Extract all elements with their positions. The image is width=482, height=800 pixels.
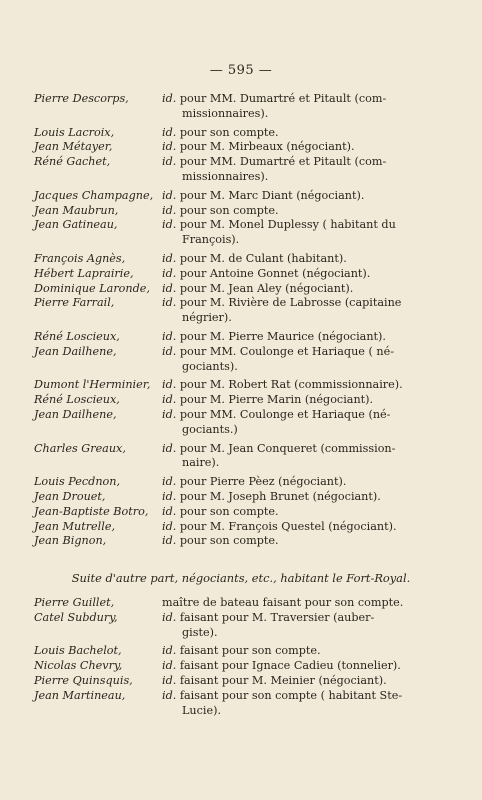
entry-description — [162, 596, 454, 611]
idem-marker: id. — [162, 393, 177, 407]
entry-description — [162, 689, 454, 719]
description-text: pour M. de Culant (habitant). — [176, 251, 347, 265]
person-name: Hébert Laprairie, — [34, 266, 134, 280]
entry-description — [162, 189, 454, 204]
description-text: faisant pour son compte ( habitant Ste- — [176, 688, 403, 702]
entry-description — [162, 267, 454, 282]
description-continuation: giste). — [182, 625, 218, 639]
idem-marker: id. — [162, 92, 177, 105]
entry-description — [162, 92, 454, 122]
description-text: pour M. Robert Rat (commissionnaire). — [176, 378, 403, 392]
person-name: Louis Bachelot, — [34, 644, 122, 658]
idem-marker: id. — [162, 659, 177, 673]
idem-marker: id. — [162, 344, 177, 358]
list-item — [34, 611, 454, 641]
entry-description — [162, 140, 454, 155]
section-heading: Suite d'autre part, négociants, etc., habitant le Fort-Royal. — [71, 571, 411, 585]
list-item — [34, 534, 454, 549]
idem-marker: id. — [162, 266, 177, 280]
list-item — [34, 475, 454, 490]
page-number: — 595 — — [209, 63, 273, 78]
entry-description — [162, 611, 454, 641]
entry-description — [162, 534, 454, 549]
list-item — [34, 126, 454, 141]
description-text: pour M. Joseph Brunet (négociant). — [176, 489, 381, 503]
entry-description — [162, 505, 454, 520]
idem-marker: id. — [162, 688, 177, 702]
idem-marker: id. — [162, 534, 177, 548]
description-text: pour MM. Coulonge et Hariaque ( né- — [176, 344, 395, 358]
description-text: pour son compte. — [176, 125, 279, 139]
entry-description — [162, 296, 454, 326]
person-name: Pierre Guillet, — [34, 596, 115, 609]
list-item — [34, 490, 454, 505]
idem-marker: id. — [162, 296, 177, 310]
description-continuation: François). — [182, 233, 240, 247]
idem-marker: id. — [162, 251, 177, 265]
entry-description — [162, 520, 454, 535]
description-text: pour M. Marc Diant (négociant). — [176, 188, 365, 202]
idem-marker: id. — [162, 644, 177, 658]
person-name: Réné Loscieux, — [34, 329, 120, 343]
description-text: pour son compte. — [176, 504, 279, 518]
list-item — [34, 330, 454, 345]
person-name: Jean Bignon, — [34, 534, 107, 548]
person-name: Louis Pecdnon, — [34, 475, 121, 489]
entry-description — [162, 330, 454, 345]
idem-marker: id. — [162, 329, 177, 343]
description-text: pour M. Pierre Maurice (négociant). — [176, 329, 386, 343]
person-name: Pierre Descorps, — [34, 92, 129, 105]
entry-description — [162, 345, 454, 375]
list-item — [34, 674, 454, 689]
idem-marker: id. — [162, 489, 177, 503]
person-name: Dumont l'Herminier, — [34, 378, 151, 392]
idem-marker: id. — [162, 519, 177, 533]
entry-description — [162, 155, 454, 185]
entry-description — [162, 126, 454, 141]
person-name: Jean Dailhene, — [34, 407, 117, 421]
description-text: maître de bateau faisant pour son compte. — [162, 596, 404, 609]
description-continuation: Lucie). — [182, 703, 222, 717]
entry-list-first — [34, 92, 454, 549]
person-name: Jean Gatineau, — [34, 218, 118, 232]
person-name: Jean Martineau, — [34, 688, 126, 702]
list-item — [34, 155, 454, 185]
entry-list-second — [34, 596, 454, 718]
description-continuation: gociants). — [182, 359, 238, 373]
person-name: Nicolas Chevry, — [34, 659, 123, 673]
idem-marker: id. — [162, 610, 177, 624]
description-text: pour son compte. — [176, 203, 279, 217]
list-item — [34, 442, 454, 472]
description-text: pour M. Monel Duplessy ( habitant du — [176, 218, 396, 232]
description-text: pour MM. Dumartré et Pitault (com- — [176, 92, 387, 105]
list-item — [34, 408, 454, 438]
person-name: Catel Subdury, — [34, 610, 118, 624]
description-text: pour MM. Coulonge et Hariaque (né- — [176, 407, 391, 421]
idem-marker: id. — [162, 441, 177, 455]
idem-marker: id. — [162, 504, 177, 518]
entry-description — [162, 252, 454, 267]
description-text: pour M. Rivière de Labrosse (capitaine — [176, 296, 402, 310]
idem-marker: id. — [162, 203, 177, 217]
list-item — [34, 218, 454, 248]
list-item — [34, 520, 454, 535]
person-name: Réné Loscieux, — [34, 393, 120, 407]
person-name: François Agnès, — [34, 251, 126, 265]
list-item — [34, 252, 454, 267]
entry-description — [162, 644, 454, 659]
person-name: Jean Dailhene, — [34, 344, 117, 358]
idem-marker: id. — [162, 125, 177, 139]
entry-description — [162, 674, 454, 689]
entry-description — [162, 442, 454, 472]
list-item — [34, 393, 454, 408]
description-text: faisant pour M. Meinier (négociant). — [176, 673, 387, 687]
entry-description — [162, 204, 454, 219]
list-item — [34, 644, 454, 659]
person-name: Pierre Quinsquis, — [34, 673, 133, 687]
person-name: Jacques Champagne, — [34, 188, 154, 202]
person-name: Jean Métayer, — [34, 140, 113, 154]
entry-description — [162, 475, 454, 490]
description-text: pour M. Pierre Marin (négociant). — [176, 393, 374, 407]
list-item — [34, 378, 454, 393]
entry-description — [162, 490, 454, 505]
description-text: pour MM. Dumartré et Pitault (com- — [176, 155, 387, 169]
entry-description — [162, 393, 454, 408]
entry-description — [162, 218, 454, 248]
person-name: Réné Gachet, — [34, 155, 111, 169]
idem-marker: id. — [162, 475, 177, 489]
person-name: Louis Lacroix, — [34, 125, 115, 139]
list-item — [34, 282, 454, 297]
description-text: pour M. Jean Conqueret (commission- — [176, 441, 396, 455]
person-name: Charles Greaux, — [34, 441, 126, 455]
description-text: pour Antoine Gonnet (négociant). — [176, 266, 371, 280]
description-continuation: missionnaires). — [182, 106, 269, 120]
idem-marker: id. — [162, 218, 177, 232]
person-name: Jean Mutrelle, — [34, 519, 115, 533]
description-continuation: missionnaires). — [182, 169, 269, 183]
list-item — [34, 659, 454, 674]
list-item — [34, 140, 454, 155]
description-text: faisant pour son compte. — [176, 644, 321, 658]
list-item — [34, 345, 454, 375]
description-continuation: naire). — [182, 456, 220, 470]
description-text: pour son compte. — [176, 534, 279, 548]
list-item — [34, 689, 454, 719]
person-name: Dominique Laronde, — [34, 281, 150, 295]
description-text: pour M. Mirbeaux (négociant). — [176, 140, 355, 154]
list-item — [34, 189, 454, 204]
idem-marker: id. — [162, 378, 177, 392]
person-name: Jean-Baptiste Botro, — [34, 504, 149, 518]
description-text: faisant pour Ignace Cadieu (tonnelier). — [176, 659, 401, 673]
description-text: pour Pierre Pèez (négociant). — [176, 475, 347, 489]
idem-marker: id. — [162, 407, 177, 421]
list-item — [34, 596, 454, 611]
list-item — [34, 267, 454, 282]
person-name: Pierre Farrail, — [34, 296, 115, 310]
description-text: pour M. Jean Aley (négociant). — [176, 281, 354, 295]
description-continuation: gociants.) — [182, 422, 238, 436]
list-item — [34, 92, 454, 122]
description-continuation: négrier). — [182, 311, 232, 325]
person-name: Jean Drouet, — [34, 489, 106, 503]
entry-description — [162, 378, 454, 393]
list-item — [34, 204, 454, 219]
idem-marker: id. — [162, 140, 177, 154]
idem-marker: id. — [162, 188, 177, 202]
entry-description — [162, 659, 454, 674]
description-text: pour M. François Questel (négociant). — [176, 519, 397, 533]
person-name: Jean Maubrun, — [34, 203, 119, 217]
description-text: faisant pour M. Traversier (auber- — [176, 610, 375, 624]
idem-marker: id. — [162, 281, 177, 295]
idem-marker: id. — [162, 155, 177, 169]
list-item — [34, 296, 454, 326]
idem-marker: id. — [162, 673, 177, 687]
entry-description — [162, 408, 454, 438]
entry-description — [162, 282, 454, 297]
list-item — [34, 505, 454, 520]
